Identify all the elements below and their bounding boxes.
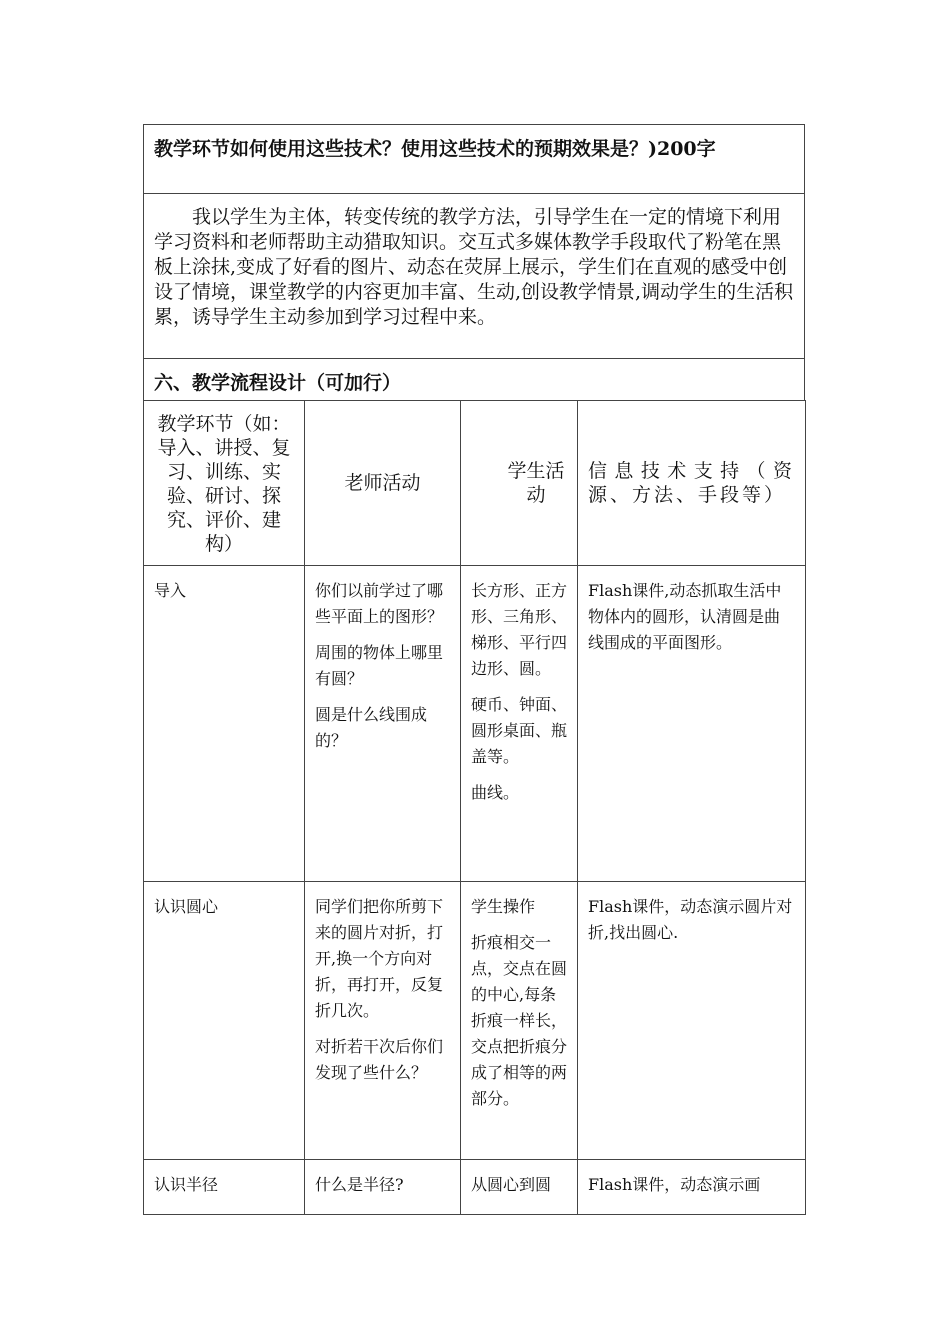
teacher-line: 圆是什么线围成的？ <box>315 705 428 750</box>
teacher-line: 同学们把你所剪下来的圆片对折，打开,换一个方向对折，再打开，反复折几次。 <box>315 897 444 1020</box>
table-row <box>144 566 806 882</box>
row-teacher <box>305 1160 461 1215</box>
tech-line: Flash课件，动态演示圆片对折,找出圆心. <box>588 897 793 942</box>
row-student <box>461 882 578 1160</box>
question-heading: 教学环节如何使用这些技术？使用这些技术的预期效果是？)200字 <box>143 124 805 193</box>
row-student <box>461 566 578 882</box>
table-row <box>144 882 806 1160</box>
teaching-flow-table <box>143 400 806 1215</box>
header-student: 学生活动 <box>461 401 578 566</box>
header-stage: 教学环节（如：导入、讲授、复习、训练、实验、研讨、探究、评价、建构） <box>144 401 305 566</box>
teacher-line: 你们以前学过了哪些平面上的图形？ <box>315 581 444 626</box>
student-line: 硬币、钟面、圆形桌面、瓶盖等。 <box>471 695 568 766</box>
row-tech <box>578 1160 806 1215</box>
student-line: 折痕相交一点，交点在圆的中心,每条折痕一样长，交点把折痕分成了相等的两部分。 <box>471 933 568 1108</box>
teacher-line: 什么是半径? <box>315 1175 404 1194</box>
student-line: 学生操作 <box>471 897 536 916</box>
section-title: 六、教学流程设计（可加行） <box>143 358 805 400</box>
row-teacher <box>305 882 461 1160</box>
header-teacher: 老师活动 <box>305 401 461 566</box>
row-stage: 认识圆心 <box>144 882 305 1160</box>
header-tech: 信息技术支持（资源、方法、手段等） <box>578 401 806 566</box>
row-teacher <box>305 566 461 882</box>
tech-line: Flash课件,动态抓取生活中物体内的圆形，认清圆是曲线围成的平面图形。 <box>588 581 782 652</box>
student-line: 从圆心到圆 <box>471 1175 552 1194</box>
row-tech <box>578 882 806 1160</box>
row-tech <box>578 566 806 882</box>
teacher-line: 对折若干次后你们发现了些什么？ <box>315 1037 444 1082</box>
table-row <box>144 1160 806 1215</box>
table-header-row <box>144 401 806 566</box>
row-stage: 认识半径 <box>144 1160 305 1215</box>
teacher-line: 周围的物体上哪里有圆？ <box>315 643 444 688</box>
question-answer: 我以学生为主体，转变传统的教学方法，引导学生在一定的情境下利用学习资料和老师帮助主动猎取知识。交互式多媒体教学手段取代了粉笔在黑板上涂抹,变成了好看的图片、动态在荧屏上展示，学生们在直观的感受中创设了情境，课堂教学的内容更加丰富、生动,创设教学情景,调动学生的生活积累，诱导学生主动参加到学习过程中来。 <box>143 193 805 358</box>
student-line: 长方形、正方形、三角形、梯形、平行四边形、圆。 <box>471 581 568 678</box>
student-line: 曲线。 <box>471 783 520 802</box>
row-stage: 导入 <box>144 566 305 882</box>
tech-line: Flash课件，动态演示画 <box>588 1175 761 1194</box>
document-page <box>143 124 805 1215</box>
row-student <box>461 1160 578 1215</box>
